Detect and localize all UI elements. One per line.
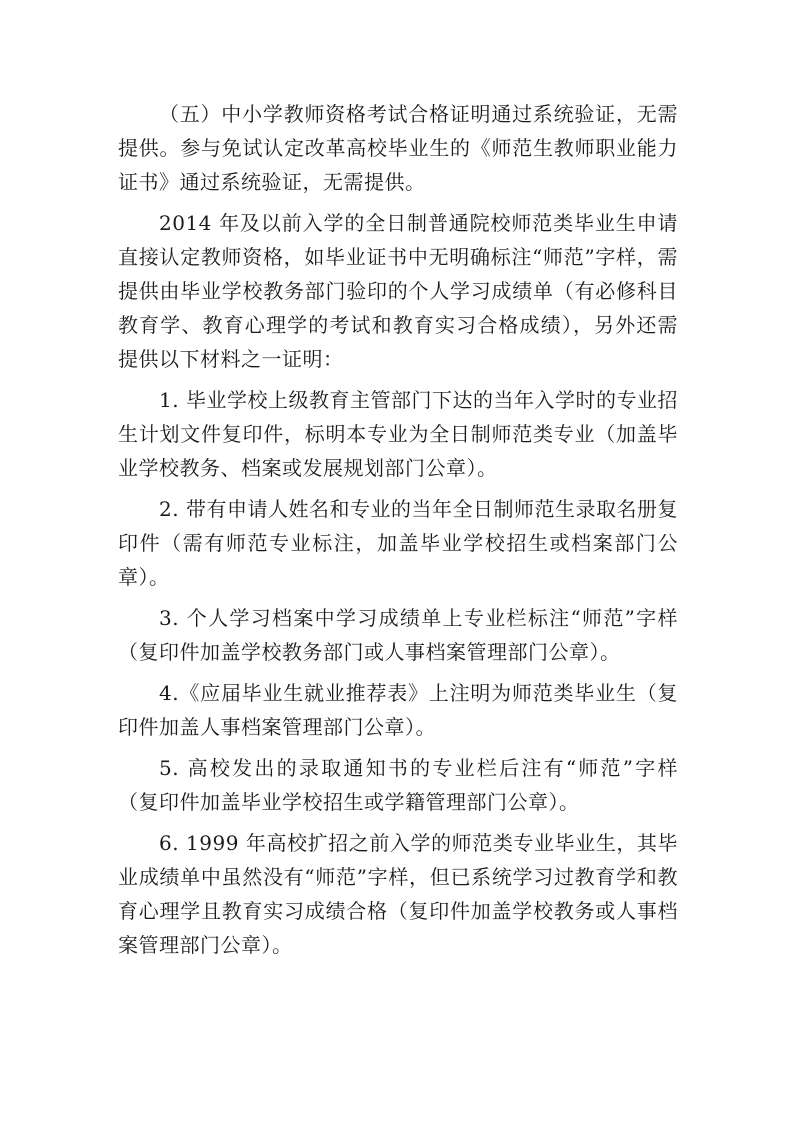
paragraph-list-item-2: 2. 带有申请人姓名和专业的当年全日制师范生录取名册复印件（需有师范专业标注，加盖毕业学校招生或档案部门公章）。 [118, 497, 678, 589]
paragraph-list-item-3: 3. 个人学习档案中学习成绩单上专业栏标注“师范”字样（复印件加盖学校教务部门或人事档案管理部门公章）。 [118, 606, 678, 664]
paragraph-list-item-6: 6. 1999 年高校扩招之前入学的师范类专业毕业生，其毕业成绩单中虽然没有“师范”字样，但已系统学习过教育学和教育心理学且教育实习成绩合格（复印件加盖学校教务或人事档案管理部门公章）。 [118, 831, 678, 957]
paragraph-list-item-4: 4.《应届毕业生就业推荐表》上注明为师范类毕业生（复印件加盖人事档案管理部门公章）。 [118, 681, 678, 739]
paragraph-list-item-5: 5. 高校发出的录取通知书的专业栏后注有“师范”字样（复印件加盖毕业学校招生或学籍管理部门公章）。 [118, 756, 678, 814]
paragraph-2014-graduates: 2014 年及以前入学的全日制普通院校师范类毕业生申请直接认定教师资格，如毕业证书中无明确标注“师范”字样，需提供由毕业学校教务部门验印的个人学习成绩单（有必修科目教育学、教育心理学的考试和教育实习合格成绩），另外还需提供以下材料之一证明： [118, 211, 678, 371]
document-body [118, 97, 678, 969]
paragraph-list-item-1: 1. 毕业学校上级教育主管部门下达的当年入学时的专业招生计划文件复印件，标明本专业为全日制师范类专业（加盖毕业学校教务、档案或发展规划部门公章）。 [118, 388, 678, 480]
paragraph-item-5-exemption: （五）中小学教师资格考试合格证明通过系统验证，无需提供。参与免试认定改革高校毕业生的《师范生教师职业能力证书》通过系统验证，无需提供。 [118, 102, 678, 194]
